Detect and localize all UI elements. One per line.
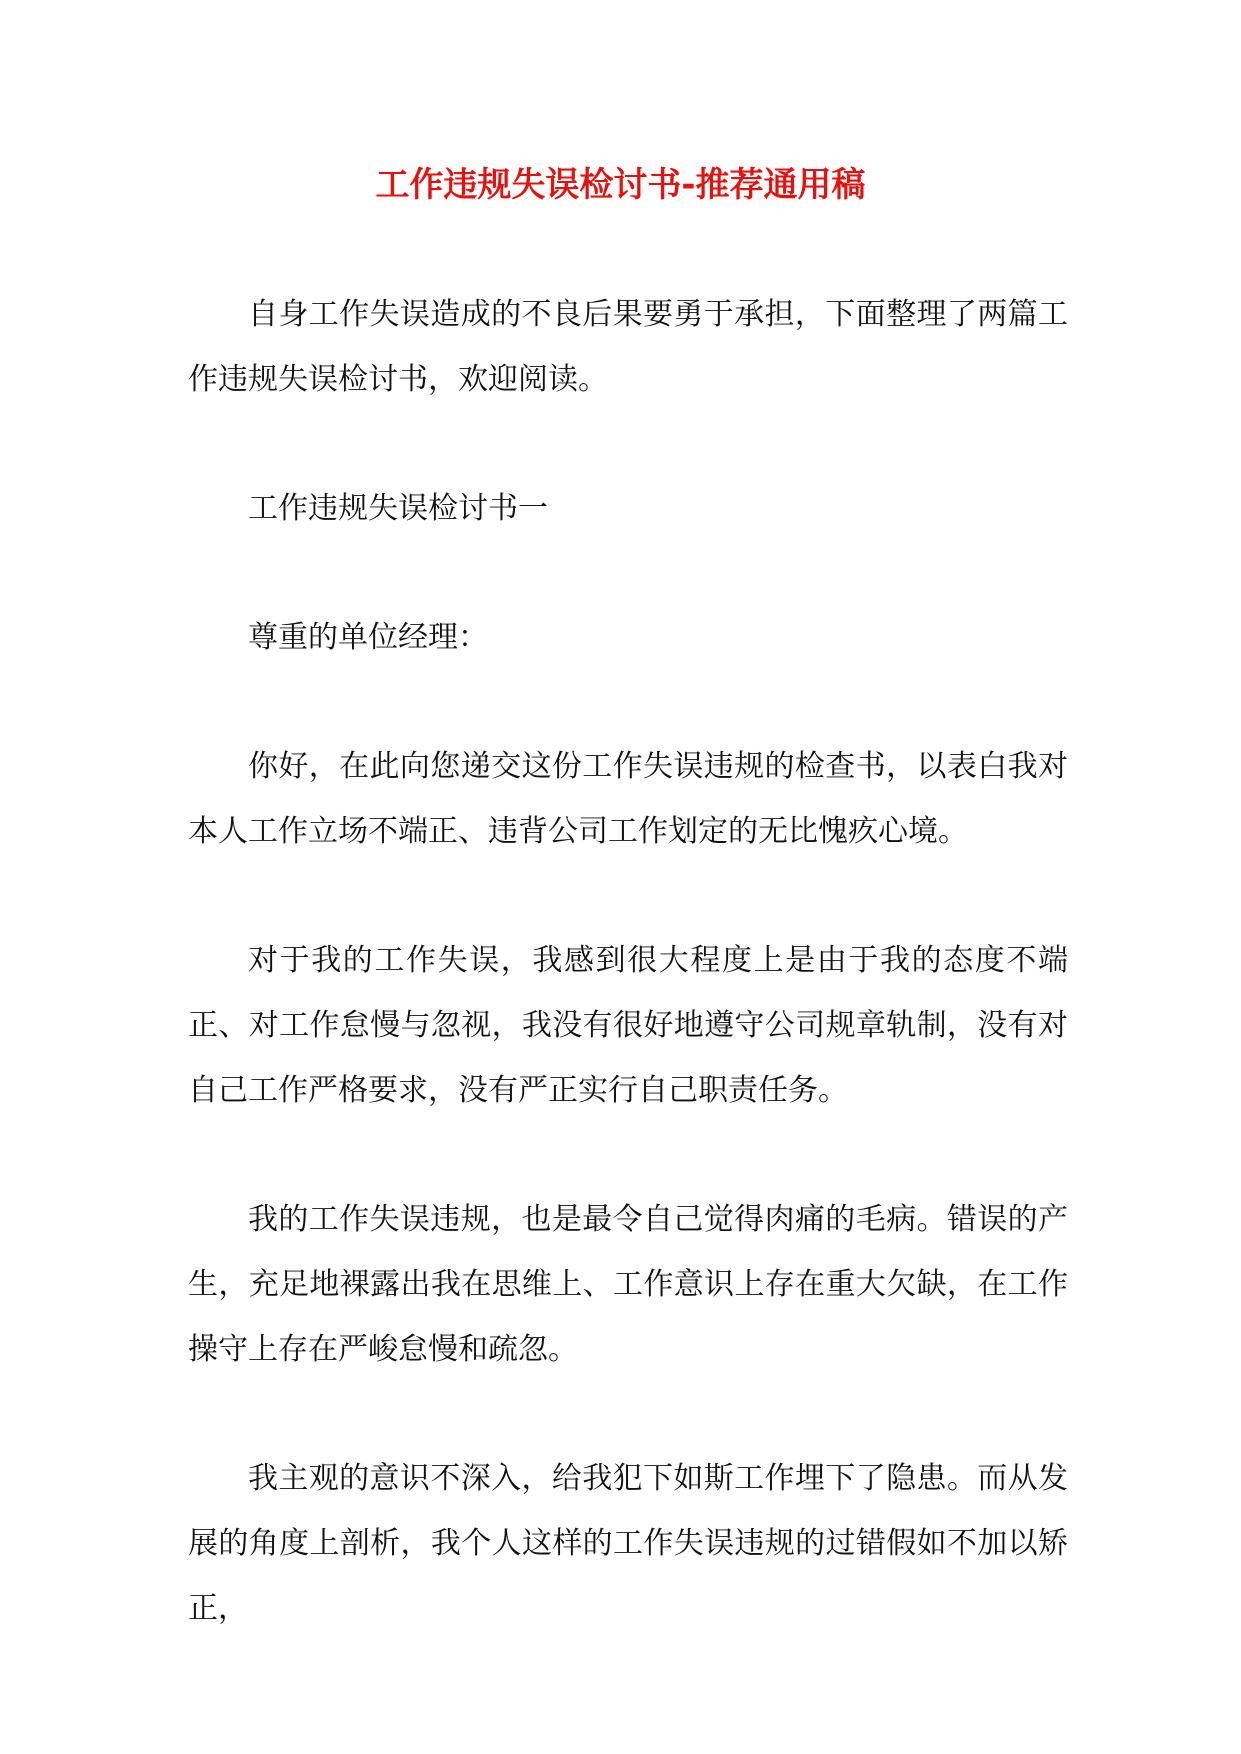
intro-paragraph: 自身工作失误造成的不良后果要勇于承担，下面整理了两篇工作违规失误检讨书，欢迎阅读。 [188, 297, 1068, 397]
document-title: 工作违规失误检讨书-推荐通用稿 [375, 165, 866, 205]
body-paragraph: 你好，在此向您递交这份工作失误违规的检查书，以表白我对本人工作立场不端正、违背公司工作划定的无比愧疚心境。 [188, 749, 1068, 849]
body-paragraph: 对于我的工作失误，我感到很大程度上是由于我的态度不端正、对工作怠慢与忽视，我没有很好地遵守公司规章轨制，没有对自己工作严格要求，没有严正实行自己职责任务。 [188, 943, 1068, 1108]
salutation: 尊重的单位经理： [248, 620, 488, 655]
body-paragraph: 我主观的意识不深入，给我犯下如斯工作埋下了隐患。而从发展的角度上剖析，我个人这样的工作失误违规的过错假如不加以矫正， [188, 1461, 1068, 1626]
section-heading: 工作违规失误检讨书一 [248, 491, 548, 526]
body-paragraph: 我的工作失误违规，也是最令自己觉得肉痛的毛病。错误的产生，充足地裸露出我在思维上、工作意识上存在重大欠缺，在工作操守上存在严峻怠慢和疏忽。 [188, 1202, 1068, 1367]
